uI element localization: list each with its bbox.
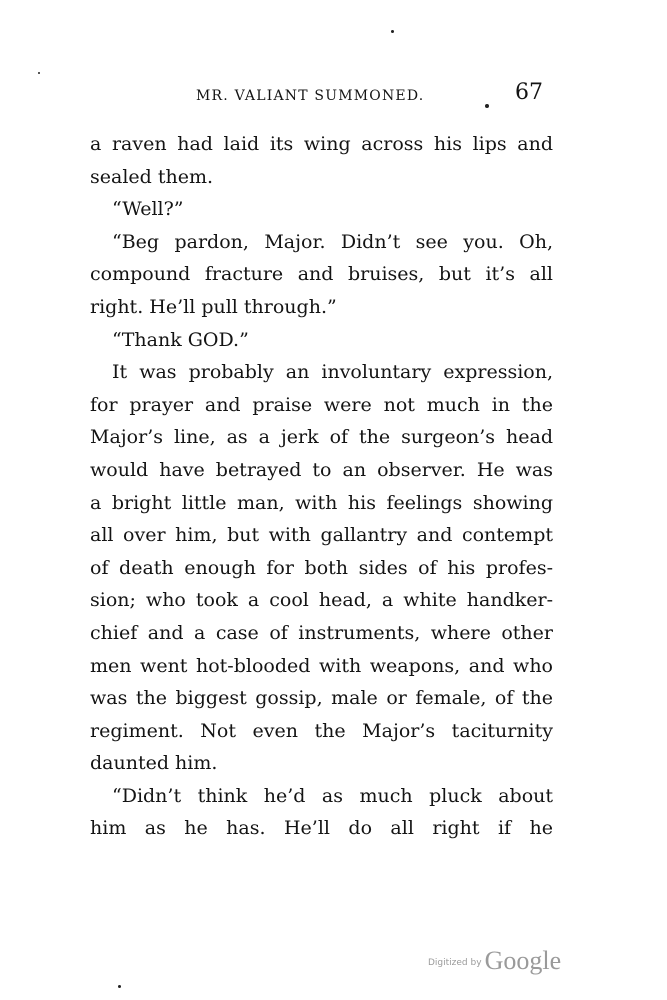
text-line: would have betrayed to an observer. He was xyxy=(90,458,553,481)
text-line: regiment. Not even the Major’s taciturnity xyxy=(90,719,553,742)
ink-speck xyxy=(391,30,394,33)
text-line: “Well?” xyxy=(112,198,184,221)
text-line: a bright little man, with his feelings showing xyxy=(90,491,553,514)
text-line: It was probably an involuntary expression, xyxy=(112,361,553,384)
ink-speck xyxy=(118,985,121,988)
text-line: a raven had laid its wing across his lips and xyxy=(90,133,553,155)
ink-speck xyxy=(485,104,489,108)
text-line: men went hot-blooded with weapons, and who xyxy=(90,654,553,677)
text-line: compound fracture and bruises, but it’s all xyxy=(90,263,553,286)
text-line: right. He’ll pull through.” xyxy=(90,295,337,318)
page-number: 67 xyxy=(515,80,543,105)
text-line: sealed them. xyxy=(90,165,214,188)
text-line: for prayer and praise were not much in the xyxy=(90,393,553,416)
text-line: “Beg pardon, Major. Didn’t see you. Oh, xyxy=(112,230,553,253)
text-line: sion; who took a cool head, a white handker- xyxy=(90,589,553,612)
page-header xyxy=(0,80,667,110)
ink-speck xyxy=(38,72,40,74)
digitized-by-google-watermark xyxy=(428,946,561,976)
text-line: daunted him. xyxy=(90,752,218,775)
running-head: MR. VALIANT SUMMONED. xyxy=(196,88,425,104)
body-text xyxy=(90,128,553,845)
text-line: Major’s line, as a jerk of the surgeon’s head xyxy=(90,426,553,449)
text-line: was the biggest gossip, male or female, of the xyxy=(90,687,553,710)
text-line: him as he has. He’ll do all right if he xyxy=(90,817,553,840)
text-line: “Thank GOD.” xyxy=(112,328,249,351)
text-line: all over him, but with gallantry and contempt xyxy=(90,524,553,547)
watermark-google-text: Google xyxy=(484,946,562,975)
text-line: chief and a case of instruments, where other xyxy=(90,621,553,644)
text-line: of death enough for both sides of his profes- xyxy=(90,556,553,579)
watermark-small-text: Digitized by xyxy=(428,958,482,968)
text-line: “Didn’t think he’d as much pluck about xyxy=(112,784,553,807)
